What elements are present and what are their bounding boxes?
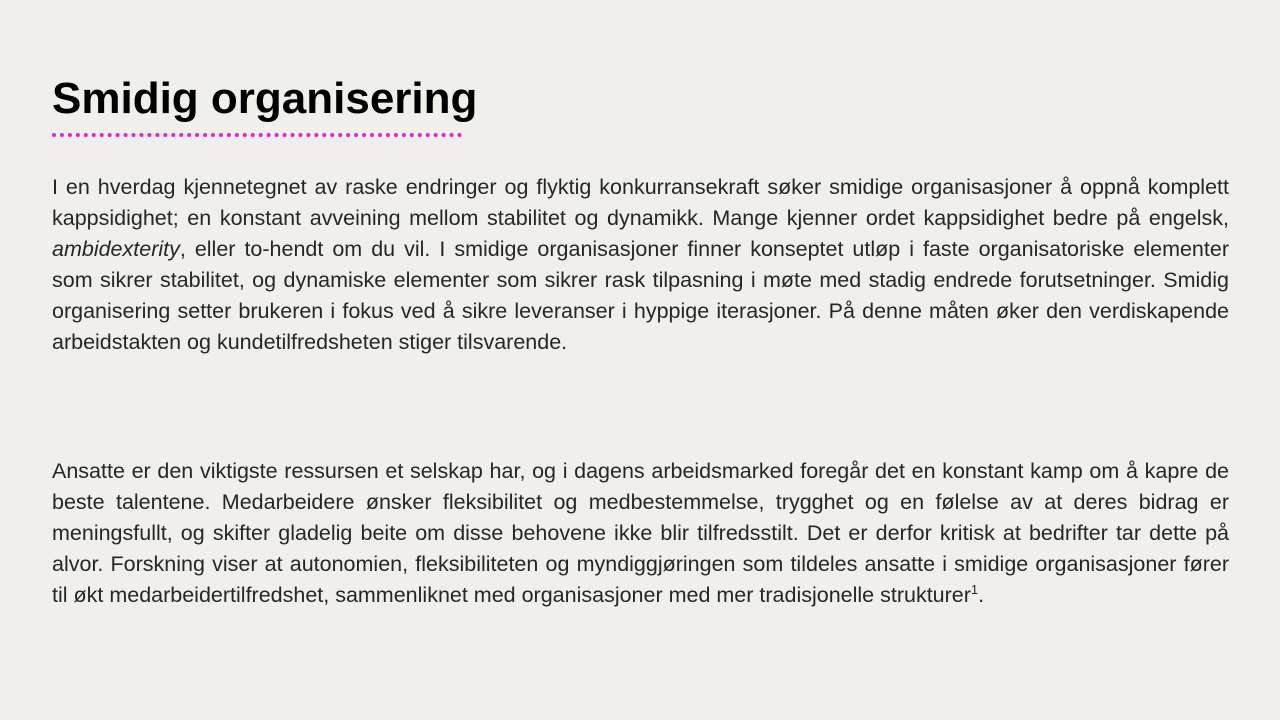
paragraph-2-end: . xyxy=(978,583,985,607)
title-underline xyxy=(52,133,462,137)
footnote-reference: 1 xyxy=(970,581,979,597)
paragraph-1-italic-term: ambidexterity xyxy=(52,237,180,261)
paragraph-2-text: Ansatte er den viktigste ressursen et selskap har, og i dagens arbeidsmarked foregår det en konstant kamp om å kapre de beste talentene. Medarbeidere ønsker fleksibilitet og medbestemmelse, trygghet og en følelse av at deres bidrag er meningsfullt, og skifter gladelig beite om disse behovene ikke blir tilfredsstilt. Det er derfor kritisk at bedrifter tar dette på alvor. Forskning viser at autonomien, fleksibiliteten og myndiggjøringen som tildeles ansatte i smidige organisasjoner fører til økt medarbeidertilfredshet, sammenliknet med organisasjoner med mer tradisjonelle strukturer xyxy=(52,459,1229,607)
slide-title: Smidig organisering xyxy=(52,74,478,123)
body-paragraph-2 xyxy=(52,456,1229,611)
paragraph-1-text-end: , eller to-hendt om du vil. I smidige organisasjoner finner konseptet utløp i faste organisatoriske elementer som sikrer stabilitet, og dynamiske elementer som sikrer rask tilpasning i møte med stadig endrede forutsetninger. Smidig organisering setter brukeren i fokus ved å sikre leveranser i hyppige iterasjoner. På denne måten øker den verdiskapende arbeidstakten og kundetilfredsheten stiger tilsvarende. xyxy=(52,237,1229,354)
body-paragraph-1 xyxy=(52,172,1229,358)
paragraph-1-text-start: I en hverdag kjennetegnet av raske endringer og flyktig konkurransekraft søker smidige organisasjoner å oppnå komplett kappsidighet; en konstant avveining mellom stabilitet og dynamikk. Mange kjenner ordet kappsidighet bedre på engelsk, xyxy=(52,175,1229,230)
